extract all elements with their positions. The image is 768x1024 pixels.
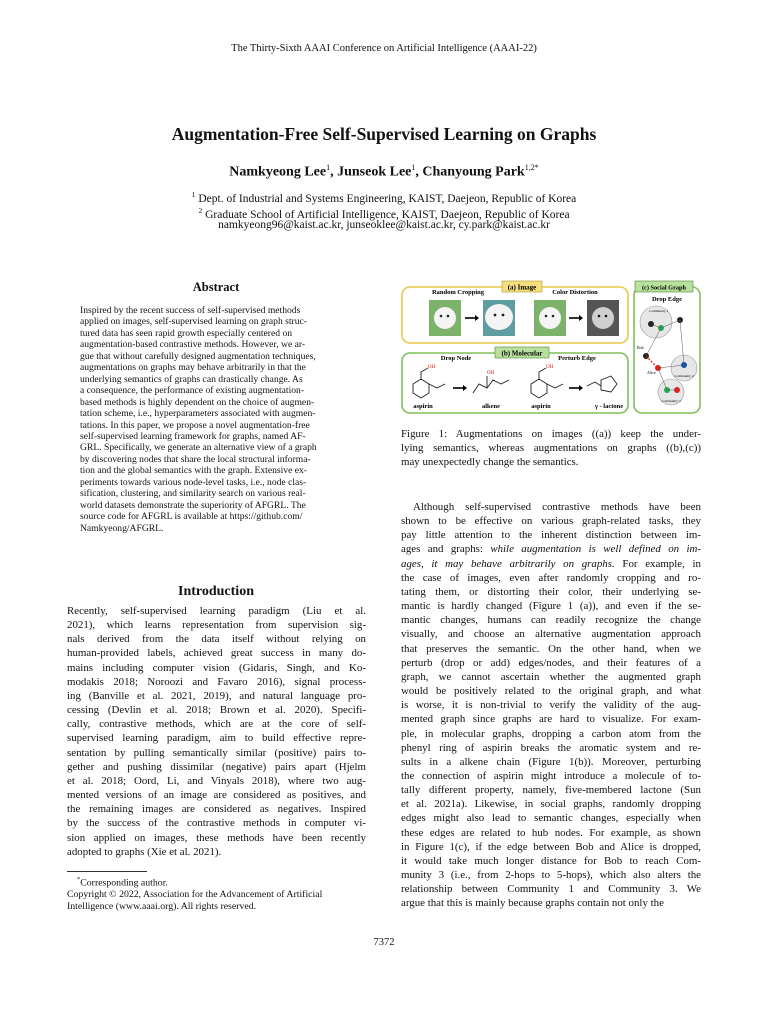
benzene-ring xyxy=(413,379,429,398)
text-line xyxy=(401,642,701,656)
text-line xyxy=(401,684,701,698)
paper-title: Augmentation-Free Self-Supervised Learning on Graphs xyxy=(171,124,597,144)
lactone-label: γ - lactone xyxy=(594,403,624,410)
text-line xyxy=(401,656,701,670)
text-line: sion applied on images, these methods have been recently xyxy=(67,831,366,844)
text-line xyxy=(401,542,701,556)
text-line: a consequence, the performance of existing augmentation- xyxy=(80,385,305,397)
text-line: Figure 1: Augmentations on images ((a)) keep the under- xyxy=(401,428,701,440)
alkene-chain xyxy=(473,380,509,393)
text-segment: perturb (drop or add) edges/nodes, and their features of a xyxy=(401,656,701,669)
author-affil-sup: 1 xyxy=(411,163,416,172)
lactone-ring xyxy=(601,376,617,392)
text-line: tured data has seen rapid growth especially centered on xyxy=(80,327,293,339)
text-segment: relationship between Community 1 and Community 3. We xyxy=(401,883,701,896)
community-1-label: Community 1 xyxy=(649,309,669,313)
arrow-head-icon xyxy=(475,315,479,321)
text-line xyxy=(401,727,701,741)
text-line: augmentation-based contrastive methods. However, we ar- xyxy=(80,339,306,351)
text-line xyxy=(401,571,701,585)
social-panel-label: (c) Social Graph xyxy=(641,284,687,292)
molecular-panel-label: (b) Molecular xyxy=(501,349,543,358)
text-line xyxy=(401,585,701,599)
text-line: world datasets demonstrate the superiority of AFGRL. The xyxy=(80,499,306,511)
text-line xyxy=(401,557,701,571)
text-line xyxy=(401,698,701,712)
introduction-body xyxy=(67,604,366,859)
text-segment: edges might also lead to semantic changes, especially when xyxy=(401,812,701,825)
affil-sup: 1 xyxy=(191,190,196,199)
text-segment: Although self-supervised contrastive methods have been xyxy=(413,501,701,513)
perturb-edge-label: Perturb Edge xyxy=(558,355,596,362)
text-line xyxy=(401,811,701,825)
text-line xyxy=(401,613,701,627)
author-list xyxy=(0,163,768,181)
arrow-head-icon xyxy=(463,385,467,391)
color-distortion-label: Color Distortion xyxy=(552,289,598,296)
text-line: tations. In this paper, we propose a novel augmentation-free xyxy=(80,419,310,431)
text-segment: tally different property, namely, five-membered lactone (Sun xyxy=(401,784,701,797)
text-line: lying semantics, whereas augmentations on graphs ((b),(c)) xyxy=(401,442,701,455)
text-line xyxy=(401,741,701,755)
affil-text: Graduate School of Artificial Intelligence, KAIST, Daejeon, Republic of Korea xyxy=(205,208,570,221)
text-line xyxy=(401,769,701,783)
figure-1 xyxy=(401,280,701,420)
text-line xyxy=(401,514,701,528)
author-affil-sup: 1,2* xyxy=(524,163,539,172)
text-line: sentation by pulling semantically similar (positive) pairs to- xyxy=(67,746,366,759)
author-name: Chanyoung Park xyxy=(422,164,525,180)
community-3-label: Community 3 xyxy=(661,399,681,403)
dog-eye xyxy=(494,314,497,317)
text-line xyxy=(401,783,701,797)
text-line: human-provided labels, achieved great success in many do- xyxy=(67,647,366,660)
text-line: Recently, self-supervised learning paradigm (Liu et al. xyxy=(67,605,366,617)
text-segment: et al. 2021a). Likewise, in social graphs, randomly dropping xyxy=(401,798,701,811)
abstract-heading: Abstract xyxy=(192,280,240,294)
text-segment: would be positively related to the original graph, and what xyxy=(401,685,701,698)
text-line: tation scheme, i.e., hyperparameters associated with augmen- xyxy=(80,408,316,420)
text-segment: mantic is hardly changed (Figure 1 (a)), and even if the se- xyxy=(401,600,701,613)
author-emails: namkyeong96@kaist.ac.kr, junseoklee@kaist.ac.kr, cy.park@kaist.ac.kr xyxy=(218,219,550,231)
text-line xyxy=(401,840,701,854)
text-segment: sults in a alkene chain (Figure 1(b)). Moreover, perturbing xyxy=(401,755,701,768)
text-line: Namkyeong/AFGRL. xyxy=(80,522,164,534)
text-line xyxy=(401,797,701,811)
text-line: underlying semantics of graphs can drastically change. As xyxy=(80,373,303,385)
text-line xyxy=(401,500,701,514)
text-line: et al. 2018; Oord, Li, and Vinyals 2018), where two aug- xyxy=(67,774,366,787)
footnote xyxy=(67,874,367,913)
text-line: GRL. Specifically, we generate an alternative view of a graph xyxy=(80,442,317,454)
text-line: sification, clustering, and similarity search on various real- xyxy=(80,488,306,500)
drop-edge-label: Drop Edge xyxy=(651,296,683,303)
alice-label: Alice xyxy=(647,370,656,375)
text-line: gether and pushing dissimilar (negative) pairs apart (Hjelm xyxy=(67,760,366,773)
text-line: self-supervised learning framework for graphs, named AF- xyxy=(80,430,306,442)
dog-eye xyxy=(605,315,608,318)
bond xyxy=(539,368,546,379)
affil-text: Dept. of Industrial and Systems Engineering, KAIST, Daejeon, Republic of Korea xyxy=(198,192,577,205)
text-segment: graph, we cannot ascertain whether the augmented graph xyxy=(401,670,701,683)
affil-sup: 2 xyxy=(198,206,203,215)
dog-shape xyxy=(539,307,561,329)
text-line: by discovering nodes that share the local structural informa- xyxy=(80,453,311,465)
text-segment: ages and graphs: xyxy=(401,543,491,556)
text-segment: mantic changes, humans can readily recognize the change xyxy=(401,614,701,627)
text-line xyxy=(401,599,701,613)
footnote-rule xyxy=(67,871,147,872)
text-segment: these edges are related to hub nodes. For example, as shown xyxy=(401,826,701,839)
page-number: 7372 xyxy=(373,937,395,948)
text-line: source code for AFGRL is available at https://github.com/ xyxy=(80,511,303,523)
text-segment: phenyl ring of aspirin breaks the aromatic system and re- xyxy=(401,741,701,754)
copyright-line: Copyright © 2022, Association for the Advancement of Artificial xyxy=(67,889,323,901)
random-cropping-label: Random Cropping xyxy=(431,289,485,296)
text-line: the remaining images are considered as negatives. Inspired xyxy=(67,803,366,816)
text-line: tion and the global semantics with the graph. Extensive ex- xyxy=(80,465,307,477)
text-line: by the success of the contrastive methods in computer vi- xyxy=(67,817,366,830)
dog-eye xyxy=(440,315,443,318)
text-line: gue that without carefully designed augmentation techniques, xyxy=(80,350,316,362)
text-line: may unexpectedly change the semantics. xyxy=(401,456,579,469)
text-line: mented versions of an image are considered as positives, and xyxy=(67,789,366,802)
bond xyxy=(547,384,563,388)
text-segment: ple, in molecular graphs, dropping a carbon atom from the xyxy=(401,727,701,740)
text-segment: pay little attention to the inherent distinction between im- xyxy=(401,529,701,542)
image-panel-label: (a) Image xyxy=(507,283,537,292)
italic-segment: while augmentation is well defined on im- xyxy=(490,543,702,556)
text-segment: For example, in xyxy=(614,557,701,570)
community-2-label: Community 2 xyxy=(674,374,694,378)
corresponding-text: Corresponding author. xyxy=(80,877,168,889)
text-line: Inspired by the recent success of self-supervised methods xyxy=(80,305,301,316)
text-line xyxy=(401,868,701,882)
text-line: mains including computer vision (Gidaris, Singh, and Ko- xyxy=(67,661,366,674)
text-line xyxy=(401,896,701,910)
bond xyxy=(587,382,601,386)
aspirin-label: aspirin xyxy=(531,403,551,410)
text-line xyxy=(401,627,701,641)
text-segment: tating them, or distorting their color, their underlying se- xyxy=(401,585,701,598)
conference-header: The Thirty-Sixth AAAI Conference on Artificial Intelligence (AAAI-22) xyxy=(231,43,537,54)
text-line: periments towards various node-level tasks, i.e., node clas- xyxy=(80,476,307,488)
text-line: 2021), which learns representation from supervision sig- xyxy=(67,619,366,632)
drop-node-label: Drop Node xyxy=(440,355,472,362)
dog-eye xyxy=(552,315,555,318)
corresponding-note xyxy=(67,874,367,889)
benzene-ring xyxy=(531,379,547,398)
abstract-body xyxy=(80,305,354,534)
text-line: cessing (Devlin et al. 2018; Brown et al. 2020). Specifi- xyxy=(67,704,366,717)
text-line: adopted to graphs (Xie et al. 2021). xyxy=(67,845,222,858)
text-segment: munity 3 (i.e., from 2-hops to 5-hops), which also alters the xyxy=(401,869,701,882)
text-line: nals derived from the data itself without relying on xyxy=(67,633,366,646)
figure-1-caption xyxy=(401,427,701,469)
text-line: augmentations on graphs may behave arbitrarily in that the xyxy=(80,362,306,374)
text-line xyxy=(401,755,701,769)
oh-label: OH xyxy=(546,365,554,370)
arrow-head-icon xyxy=(579,385,583,391)
text-line xyxy=(401,670,701,684)
bond xyxy=(421,368,428,379)
text-segment: argue that this is mainly because graphs contain not only the xyxy=(401,897,664,910)
bond xyxy=(429,384,445,388)
text-segment: it would take much longer distance for Bob to reach Com- xyxy=(401,854,701,867)
text-line xyxy=(401,528,701,542)
alkene-label: alkene xyxy=(481,403,501,410)
oh-label: OH xyxy=(487,371,495,376)
text-segment: in Figure 1(c), if the edge between Bob and Alice is dropped, xyxy=(401,840,701,853)
dog-eye xyxy=(447,315,450,318)
text-line: based methods is highly dependent on the choice of augmen- xyxy=(80,396,315,408)
dog-shape xyxy=(434,307,456,329)
text-segment: shown to be effective on various graph-related tasks, they xyxy=(401,515,701,528)
text-segment: the case of images, even after randomly cropping and ro- xyxy=(401,571,701,584)
author-sep: , xyxy=(415,164,423,180)
dog-shape xyxy=(592,307,614,329)
italic-segment: ages, it may behave arbitrarily on graphs. xyxy=(401,557,615,570)
text-segment: visually, and choose an alternative augmentation approach xyxy=(401,628,701,641)
introduction-heading: Introduction xyxy=(178,584,254,599)
author-affil-sup: 1 xyxy=(326,163,331,172)
footnote-marker: * xyxy=(77,876,81,883)
arrow-head-icon xyxy=(579,315,583,321)
text-line: supervised learning paradigm, aim to build effective repre- xyxy=(67,732,366,745)
text-segment: the connection of aspirin might introduce a molecule of to- xyxy=(401,769,701,782)
right-column-body xyxy=(401,500,701,911)
text-line: modakis 2018; Noroozi and Favaro 2016), signal process- xyxy=(67,675,366,688)
text-line xyxy=(401,882,701,896)
author-name: Namkyeong Lee xyxy=(229,164,327,180)
figure-1-graphic xyxy=(401,280,701,420)
text-line xyxy=(401,826,701,840)
text-segment: that preserves the semantic. On the other hand, when we xyxy=(401,642,701,655)
dog-eye xyxy=(598,315,601,318)
copyright-line: Intelligence (www.aaai.org). All rights reserved. xyxy=(67,901,257,913)
text-line xyxy=(401,712,701,726)
dog-eye xyxy=(545,315,548,318)
text-line xyxy=(401,854,701,868)
dog-shape xyxy=(485,304,513,330)
text-segment: is worse, it is non-trivial to verify the validity of the aug- xyxy=(401,699,701,712)
author-sep: , xyxy=(330,164,338,180)
text-line: cally, contrastive methods, which are at the core of self- xyxy=(67,718,366,731)
text-line: ing (Banville et al. 2021, 2019), and natural language pro- xyxy=(67,689,366,702)
bob-label: Bob xyxy=(637,345,644,350)
author-name: Junseok Lee xyxy=(337,164,412,180)
dog-eye xyxy=(502,314,505,317)
text-segment: mented graph since graphs are hard to visualize. For exam- xyxy=(401,713,701,726)
oh-label: OH xyxy=(428,365,436,370)
aspirin-label: aspirin xyxy=(413,403,433,410)
text-line: applied on images, self-supervised learning on graph struc- xyxy=(80,316,307,328)
